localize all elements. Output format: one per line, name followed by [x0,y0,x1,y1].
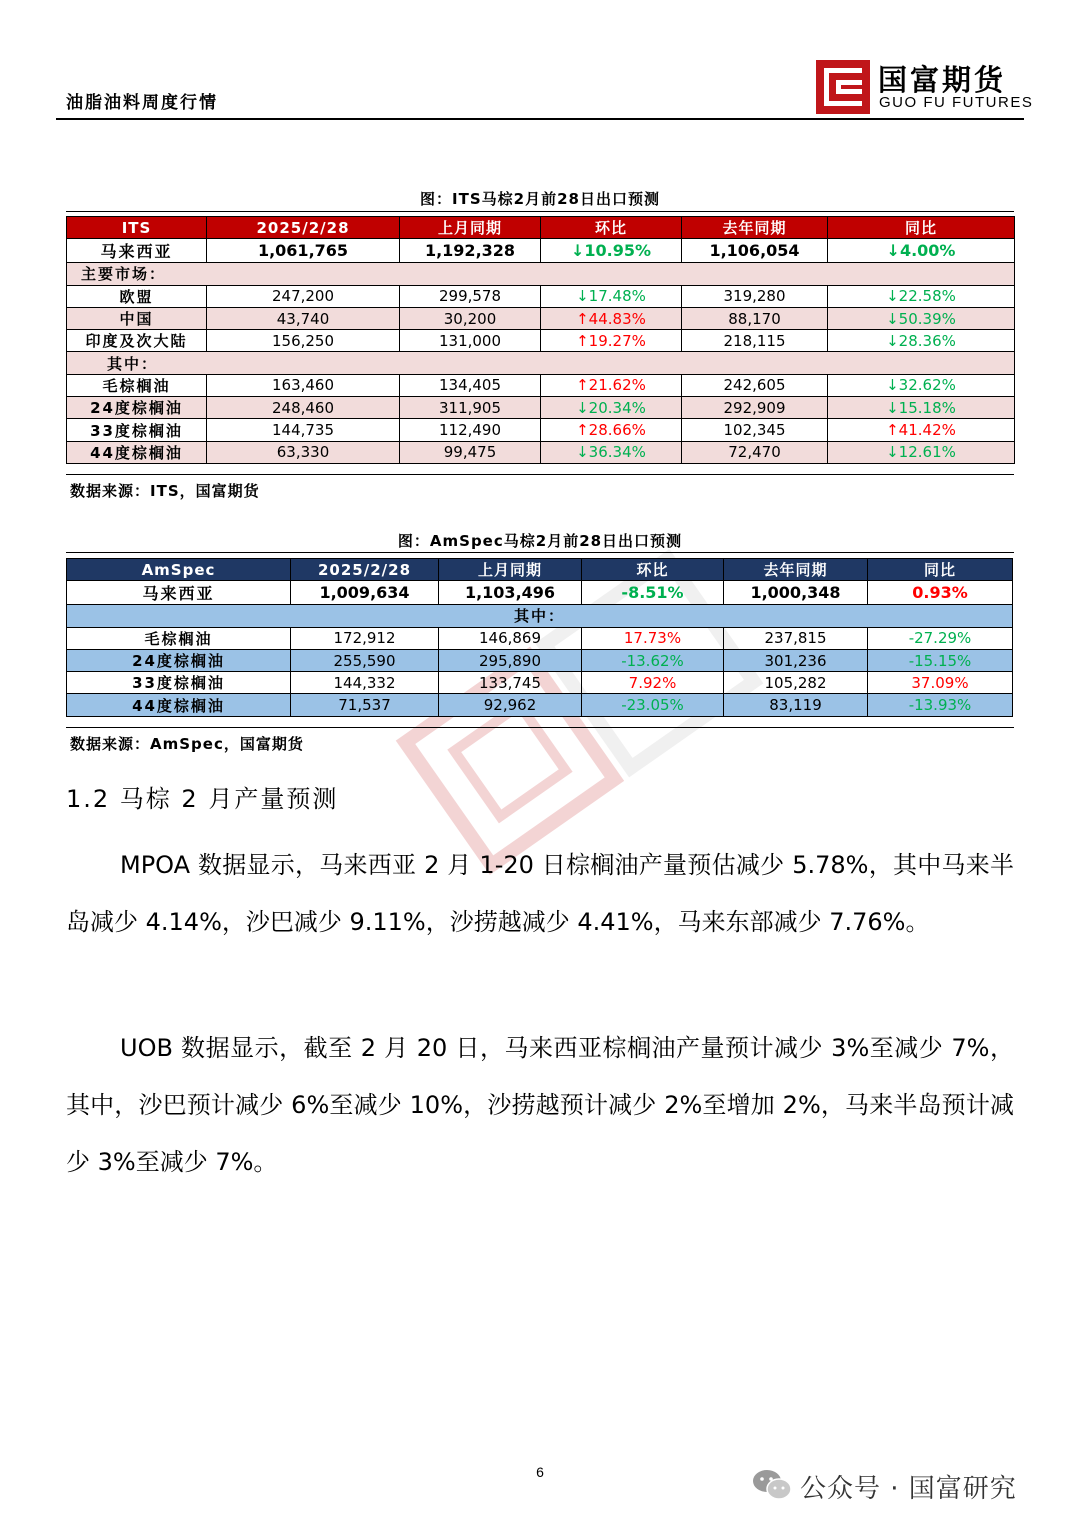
cell-yoy: ↓4.00% [828,239,1015,263]
section-label: 其中： [67,605,1013,627]
cell-current: 71,537 [291,694,439,716]
cell-prev-month: 134,405 [400,374,541,396]
amspec-caption-rule [66,552,1014,553]
row-label: 马来西亚 [67,239,207,263]
cell-prev-month: 146,869 [439,627,582,649]
row-label: 毛棕榈油 [67,627,291,649]
cell-prev-month: 311,905 [400,397,541,419]
cell-yoy: ↓28.36% [828,330,1015,352]
cell-mom: ↓17.48% [541,285,682,307]
row-label: 33度棕榈油 [67,419,207,441]
its-export-table [66,216,1015,464]
cell-mom: ↑21.62% [541,374,682,396]
logo-english-name: GUO FU FUTURES [879,94,1034,111]
cell-prev-month: 131,000 [400,330,541,352]
col-header-prev-month: 上月同期 [400,217,541,239]
cell-last-year: 83,119 [724,694,868,716]
report-title: 油脂油料周度行情 [66,93,218,113]
cell-yoy: ↓50.39% [828,307,1015,329]
cell-prev-month: 295,890 [439,649,582,671]
its-table-bottom-rule [66,474,1014,475]
cell-last-year: 1,000,348 [724,581,868,605]
its-markets-section-row [67,263,1015,285]
col-header-yoy: 同比 [868,559,1013,581]
row-label: 马来西亚 [67,581,291,605]
its-caption-rule [66,211,1014,212]
amspec-data-source: 数据来源：AmSpec，国富期货 [70,735,304,753]
row-label: 24度棕榈油 [67,649,291,671]
table-row [67,374,1015,396]
wechat-icon [752,1468,792,1502]
cell-last-year: 218,115 [682,330,828,352]
row-label: 33度棕榈油 [67,672,291,694]
its-data-source: 数据来源：ITS，国富期货 [70,482,260,500]
row-label: 24度棕榈油 [67,397,207,419]
amspec-export-table [66,558,1013,717]
table-row [67,649,1013,671]
cell-prev-month: 133,745 [439,672,582,694]
its-table-caption: 图：ITS马棕2月前28日出口预测 [420,190,660,208]
cell-last-year: 1,106,054 [682,239,828,263]
cell-mom: ↓10.95% [541,239,682,263]
cell-last-year: 319,280 [682,285,828,307]
row-label: 印度及次大陆 [67,330,207,352]
cell-last-year: 242,605 [682,374,828,396]
paragraph-mpoa-text: MPOA 数据显示，马来西亚 2 月 1-20 日棕榈油产量预估减少 5.78%，其中马来半岛减少 4.14%，沙巴减少 9.11%，沙捞越减少 4.41%，马来东部减少 7.76%。 [66,851,1014,936]
cell-current: 63,330 [207,441,400,463]
row-label: 毛棕榈油 [67,374,207,396]
cell-last-year: 102,345 [682,419,828,441]
col-header-yoy: 同比 [828,217,1015,239]
col-header-prev-month: 上月同期 [439,559,582,581]
cell-current: 1,009,634 [291,581,439,605]
table-row [67,627,1013,649]
table-row [67,330,1015,352]
table-row [67,441,1015,463]
row-label: 44度棕榈油 [67,441,207,463]
cell-yoy: -13.93% [868,694,1013,716]
cell-mom: ↓20.34% [541,397,682,419]
col-header-source: AmSpec [67,559,291,581]
section-heading: 1.2 马棕 2 月产量预测 [66,785,339,813]
amspec-header-row [67,559,1013,581]
cell-last-year: 88,170 [682,307,828,329]
its-header-row [67,217,1015,239]
cell-current: 255,590 [291,649,439,671]
cell-yoy: 37.09% [868,672,1013,694]
cell-current: 172,912 [291,627,439,649]
page-number: 6 [536,1464,544,1480]
cell-prev-month: 99,475 [400,441,541,463]
row-label: 44度棕榈油 [67,694,291,716]
section-label: 其中： [67,352,1015,374]
table-row [67,672,1013,694]
cell-mom: 7.92% [582,672,724,694]
cell-current: 247,200 [207,285,400,307]
table-row [67,397,1015,419]
cell-prev-month: 299,578 [400,285,541,307]
cell-yoy: -15.15% [868,649,1013,671]
cell-yoy: ↓22.58% [828,285,1015,307]
cell-yoy: -27.29% [868,627,1013,649]
cell-mom: -23.05% [582,694,724,716]
cell-current: 163,460 [207,374,400,396]
cell-yoy: ↓12.61% [828,441,1015,463]
amspec-table-caption: 图：AmSpec马棕2月前28日出口预测 [397,532,683,550]
row-label: 中国 [67,307,207,329]
section-label: 主要市场： [67,263,1015,285]
table-row [67,285,1015,307]
col-header-date: 2025/2/28 [291,559,439,581]
cell-prev-month: 1,192,328 [400,239,541,263]
amspec-total-row [67,581,1013,605]
cell-mom: ↑28.66% [541,419,682,441]
cell-prev-month: 112,490 [400,419,541,441]
col-header-source: ITS [67,217,207,239]
cell-mom: ↓36.34% [541,441,682,463]
cell-mom: ↑44.83% [541,307,682,329]
cell-yoy: ↓15.18% [828,397,1015,419]
table-row [67,419,1015,441]
wechat-account-name: 公众号 · 国富研究 [800,1474,1017,1504]
cell-last-year: 105,282 [724,672,868,694]
logo-mark-icon [816,60,870,114]
company-logo [816,60,1034,114]
cell-last-year: 237,815 [724,627,868,649]
cell-current: 248,460 [207,397,400,419]
logo-chinese-name: 国富期货 [878,63,1007,97]
col-header-mom: 环比 [541,217,682,239]
col-header-mom: 环比 [582,559,724,581]
amspec-types-section-row [67,605,1013,627]
cell-last-year: 301,236 [724,649,868,671]
cell-last-year: 292,909 [682,397,828,419]
cell-current: 43,740 [207,307,400,329]
paragraph-uob [66,1020,1014,1191]
its-total-row [67,239,1015,263]
amspec-table-bottom-rule [66,727,1014,728]
cell-yoy: ↓32.62% [828,374,1015,396]
cell-prev-month: 30,200 [400,307,541,329]
col-header-date: 2025/2/28 [207,217,400,239]
paragraph-uob-text: UOB 数据显示，截至 2 月 20 日，马来西亚棕榈油产量预计减少 3%至减少 7%，其中，沙巴预计减少 6%至减少 10%，沙捞越预计减少 2%至增加 2%，马来半岛预计减少 3%至减少 7%。 [66,1034,1014,1176]
cell-current: 1,061,765 [207,239,400,263]
cell-prev-month: 92,962 [439,694,582,716]
cell-yoy: ↑41.42% [828,419,1015,441]
cell-current: 156,250 [207,330,400,352]
col-header-last-year: 去年同期 [724,559,868,581]
cell-yoy: 0.93% [868,581,1013,605]
table-row [67,694,1013,716]
cell-current: 144,332 [291,672,439,694]
col-header-last-year: 去年同期 [682,217,828,239]
cell-prev-month: 1,103,496 [439,581,582,605]
paragraph-mpoa [66,837,1014,951]
row-label: 欧盟 [67,285,207,307]
cell-last-year: 72,470 [682,441,828,463]
cell-mom: ↑19.27% [541,330,682,352]
cell-mom: -8.51% [582,581,724,605]
cell-current: 144,735 [207,419,400,441]
table-row [67,307,1015,329]
cell-mom: -13.62% [582,649,724,671]
its-types-section-row [67,352,1015,374]
header-divider [56,118,1024,120]
cell-mom: 17.73% [582,627,724,649]
